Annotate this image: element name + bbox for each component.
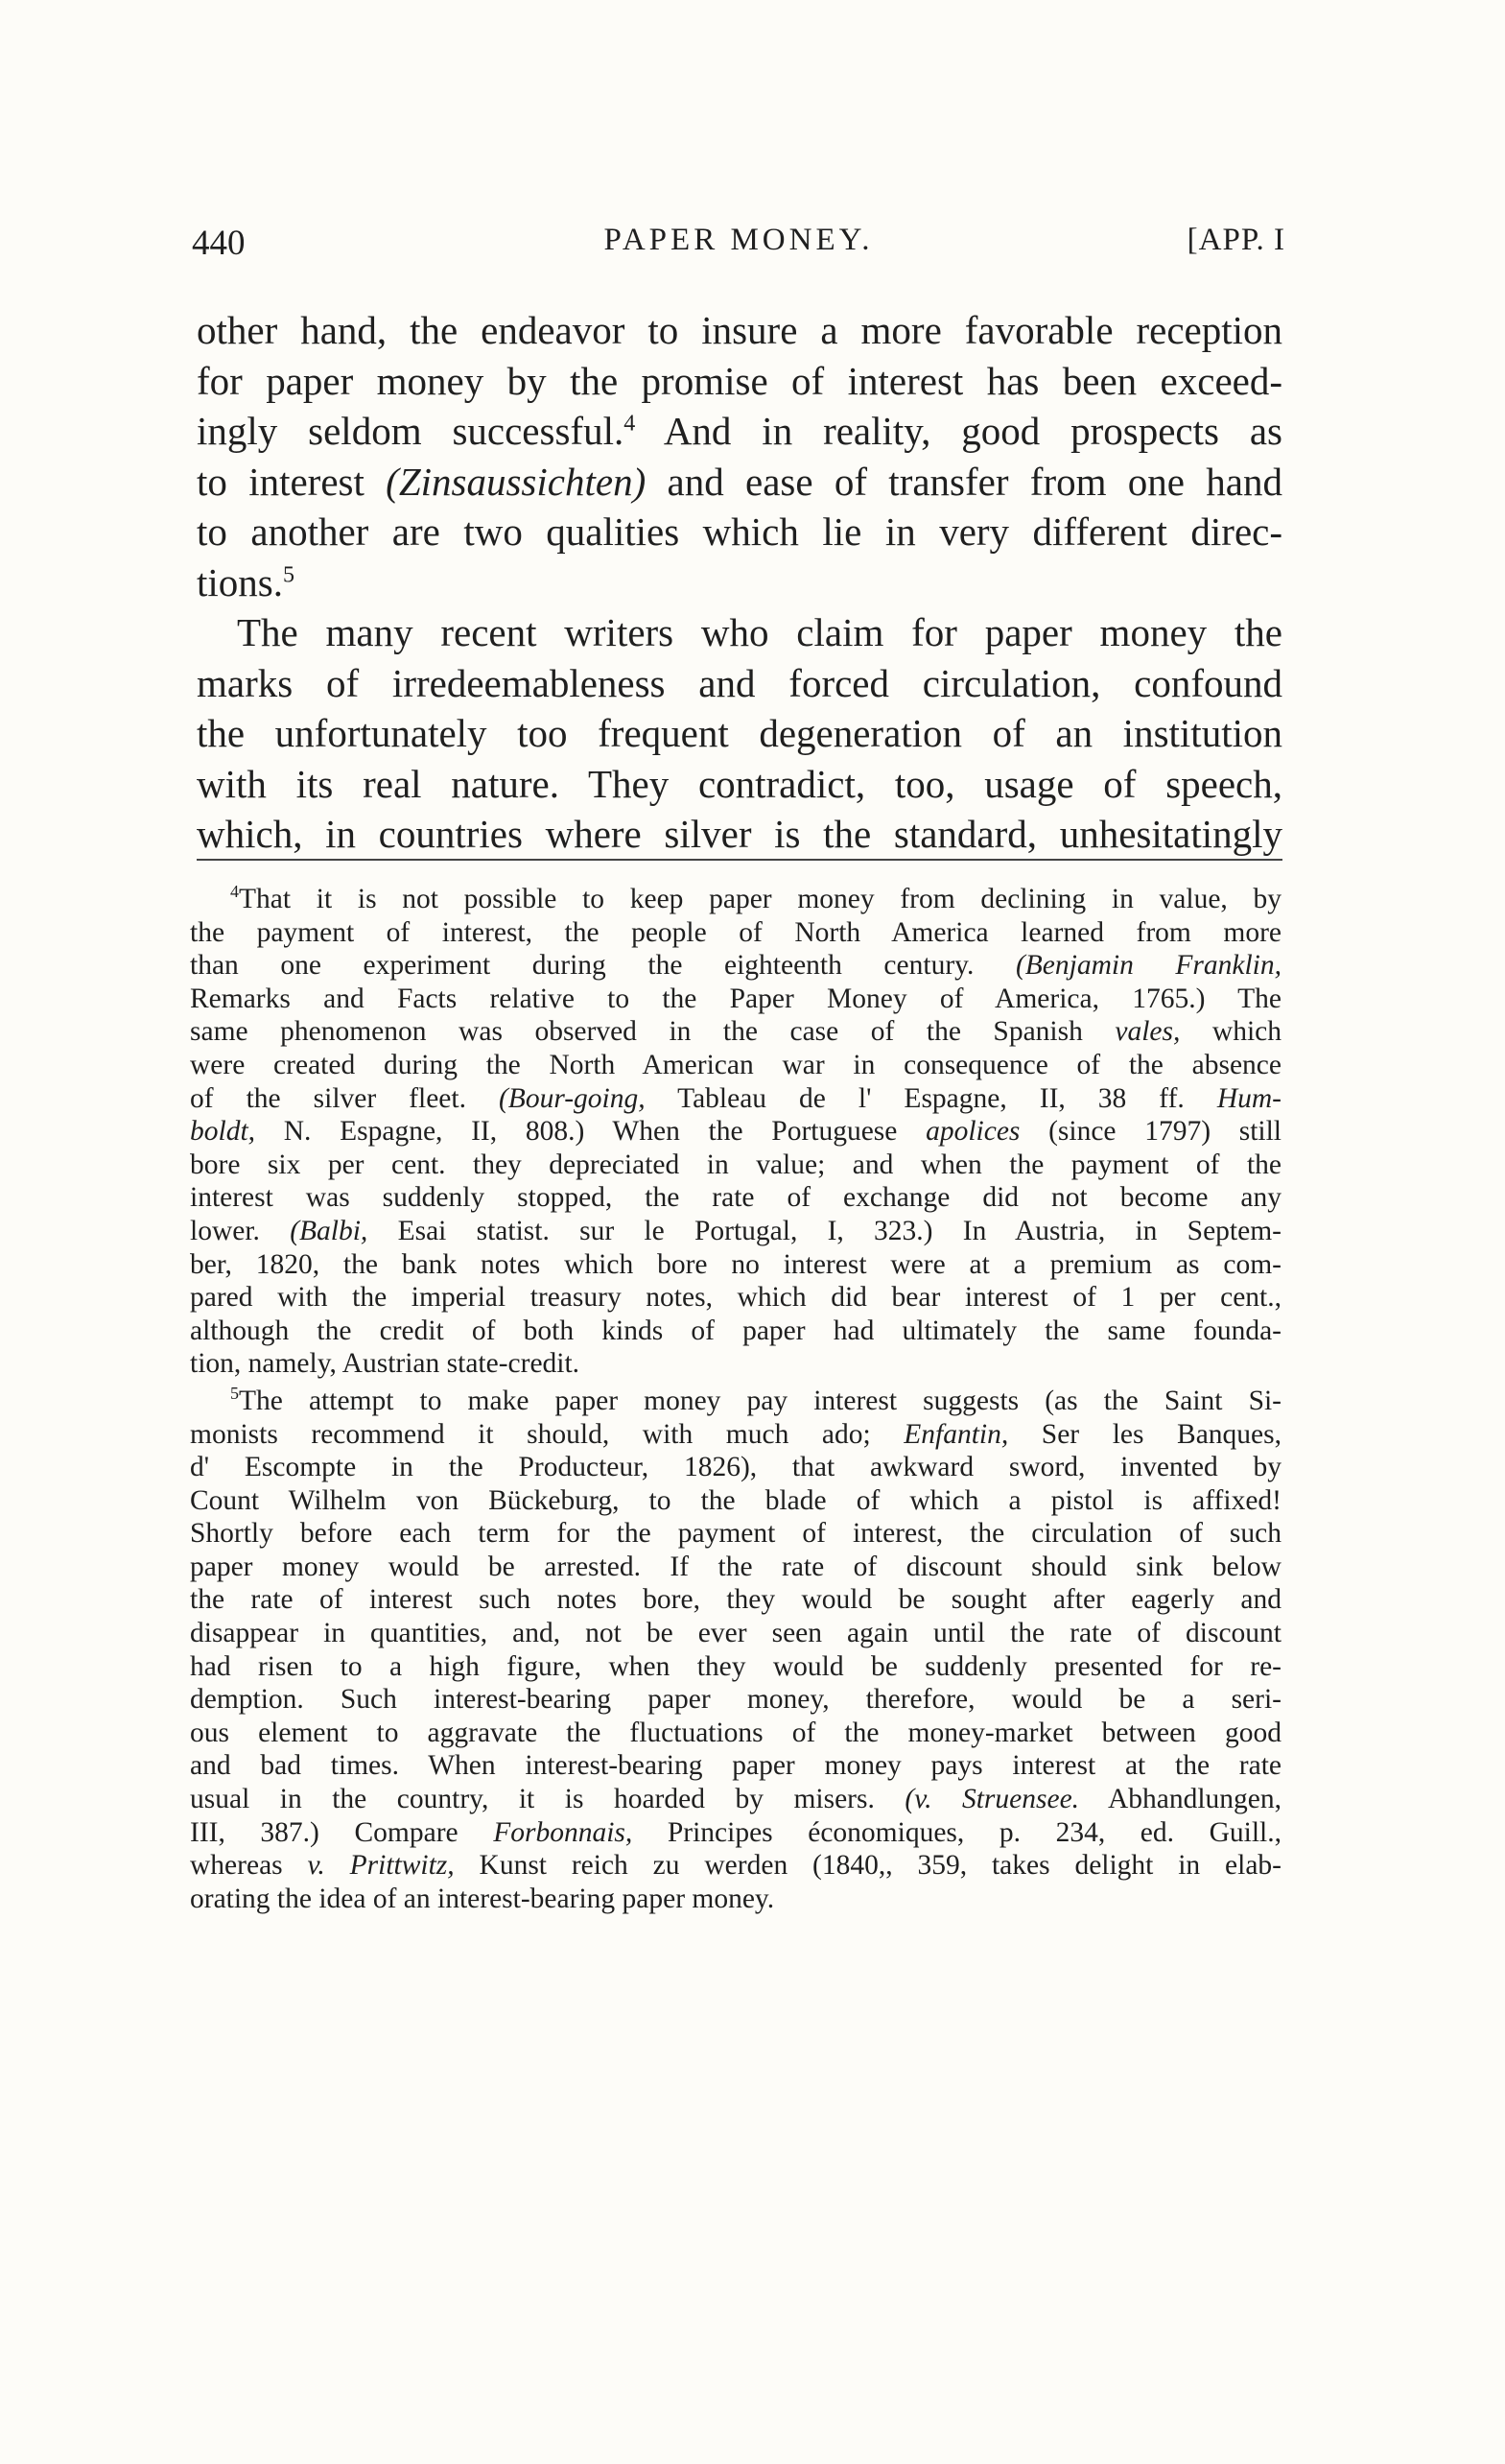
paragraph-line: with its real nature. They contradict, too, usage of speech,	[197, 761, 1282, 806]
footnote-line: monists recommend it should, with much ado; Enfantin, Ser les Banques,	[190, 1418, 1282, 1450]
footnote-line: interest was suddenly stopped, the rate of exchange did not become any	[190, 1182, 1282, 1214]
paragraph-line: The many recent writers who claim for paper money the	[237, 610, 1282, 654]
footnote-line: demption. Such interest-bearing paper money, therefore, would be a seri-	[190, 1684, 1282, 1716]
text-line: other hand, the endeavor to insure a more favorable reception	[197, 308, 1282, 352]
footnote-line: ber, 1820, the bank notes which bore no interest were at a premium as com-	[190, 1248, 1282, 1280]
footnote-line: and bad times. When interest-bearing paper money pays interest at the rate	[190, 1750, 1282, 1782]
text-line: for paper money by the promise of interest has been exceed-	[197, 358, 1282, 403]
footnotes	[190, 883, 1282, 1915]
footnote-line: Remarks and Facts relative to the Paper Money of America, 1765.) The	[190, 983, 1282, 1014]
footnote-line: III, 387.) Compare Forbonnais, Principes économiques, p. 234, ed. Guill.,	[190, 1816, 1282, 1848]
paragraph-line: marks of irredeemableness and forced circulation, confound	[197, 660, 1282, 705]
text-line: ingly seldom successful.$^4$ And in reality, good prospects as	[197, 409, 1282, 453]
text-line: tions.$^5$	[197, 559, 294, 604]
footnote-line: usual in the country, it is hoarded by misers. (v. Struensee. Abhandlungen,	[190, 1784, 1282, 1815]
footnote-ref-4: 4	[623, 411, 636, 437]
footnote-line: Count Wilhelm von Bückeburg, to the blade of which a pistol is affixed!	[190, 1484, 1282, 1516]
section-label: [APP. I	[1187, 223, 1285, 257]
footnote-line: than one experiment during the eighteenth century. (Benjamin Franklin,	[190, 950, 1282, 982]
footnote-4	[190, 883, 1282, 1381]
footnote-line: same phenomenon was observed in the case of the Spanish vales, which	[190, 1016, 1282, 1048]
footnote-line: orating the idea of an interest-bearing paper money.	[190, 1883, 775, 1914]
footnote-divider	[197, 859, 1282, 861]
footnote-line: ous element to aggravate the fluctuations of the money-market between good	[190, 1717, 1282, 1748]
footnote-ref-5: 5	[283, 561, 294, 587]
footnote-line: were created during the North American war in consequence of the absence	[190, 1049, 1282, 1080]
footnote-line: pared with the imperial treasury notes, which did bear interest of 1 per cent.,	[190, 1282, 1282, 1314]
footnote-line: d' Escompte in the Producteur, 1826), that awkward sword, invented by	[190, 1452, 1282, 1483]
footnote-line: lower. (Balbi, Esai statist. sur le Portugal, I, 323.) In Austria, in Septem-	[190, 1215, 1282, 1246]
footnote-line: boldt, N. Espagne, II, 808.) When the Portuguese apolices (since 1797) still	[190, 1116, 1282, 1148]
text-line: to another are two qualities which lie in very different direc-	[197, 509, 1282, 554]
footnote-line: had risen to a high figure, when they would be suddenly presented for re-	[190, 1650, 1282, 1682]
footnote-line: tion, namely, Austrian state-credit.	[190, 1348, 580, 1380]
text-line: to interest (Zinsaussichten) and ease of transfer from one hand	[197, 459, 1282, 504]
footnote-line: paper money would be arrested. If the rate of discount should sink below	[190, 1551, 1282, 1582]
footnote-line: $^5$The attempt to make paper money pay interest suggests (as the Saint Si-	[230, 1384, 1282, 1416]
footnote-line: Shortly before each term for the payment of interest, the circulation of such	[190, 1518, 1282, 1550]
main-text	[197, 305, 1282, 860]
footnote-line: disappear in quantities, and, not be ever seen again until the rate of discount	[190, 1618, 1282, 1649]
footnote-line: $^4$That it is not possible to keep paper money from declining in value, by	[230, 882, 1282, 914]
footnote-line: the payment of interest, the people of North America learned from more	[190, 916, 1282, 948]
running-header	[192, 223, 1285, 280]
paragraph-line: the unfortunately too frequent degeneration of an institution	[197, 711, 1282, 755]
footnote-line: although the credit of both kinds of paper had ultimately the same founda-	[190, 1315, 1282, 1346]
footnote-line: of the silver fleet. (Bour-going, Tableau de l' Espagne, II, 38 ff. Hum-	[190, 1082, 1282, 1114]
footnote-5	[190, 1385, 1282, 1916]
running-title: PAPER MONEY.	[603, 223, 874, 257]
footnote-line: whereas v. Prittwitz, Kunst reich zu werden (1840,, 359, takes delight in elab-	[190, 1850, 1282, 1882]
paragraph-line: which, in countries where silver is the standard, unhesitatingly	[197, 812, 1282, 856]
footnote-line: the rate of interest such notes bore, they would be sought after eagerly and	[190, 1584, 1282, 1616]
page-number: 440	[192, 224, 246, 263]
footnote-line: bore six per cent. they depreciated in value; and when the payment of the	[190, 1149, 1282, 1180]
